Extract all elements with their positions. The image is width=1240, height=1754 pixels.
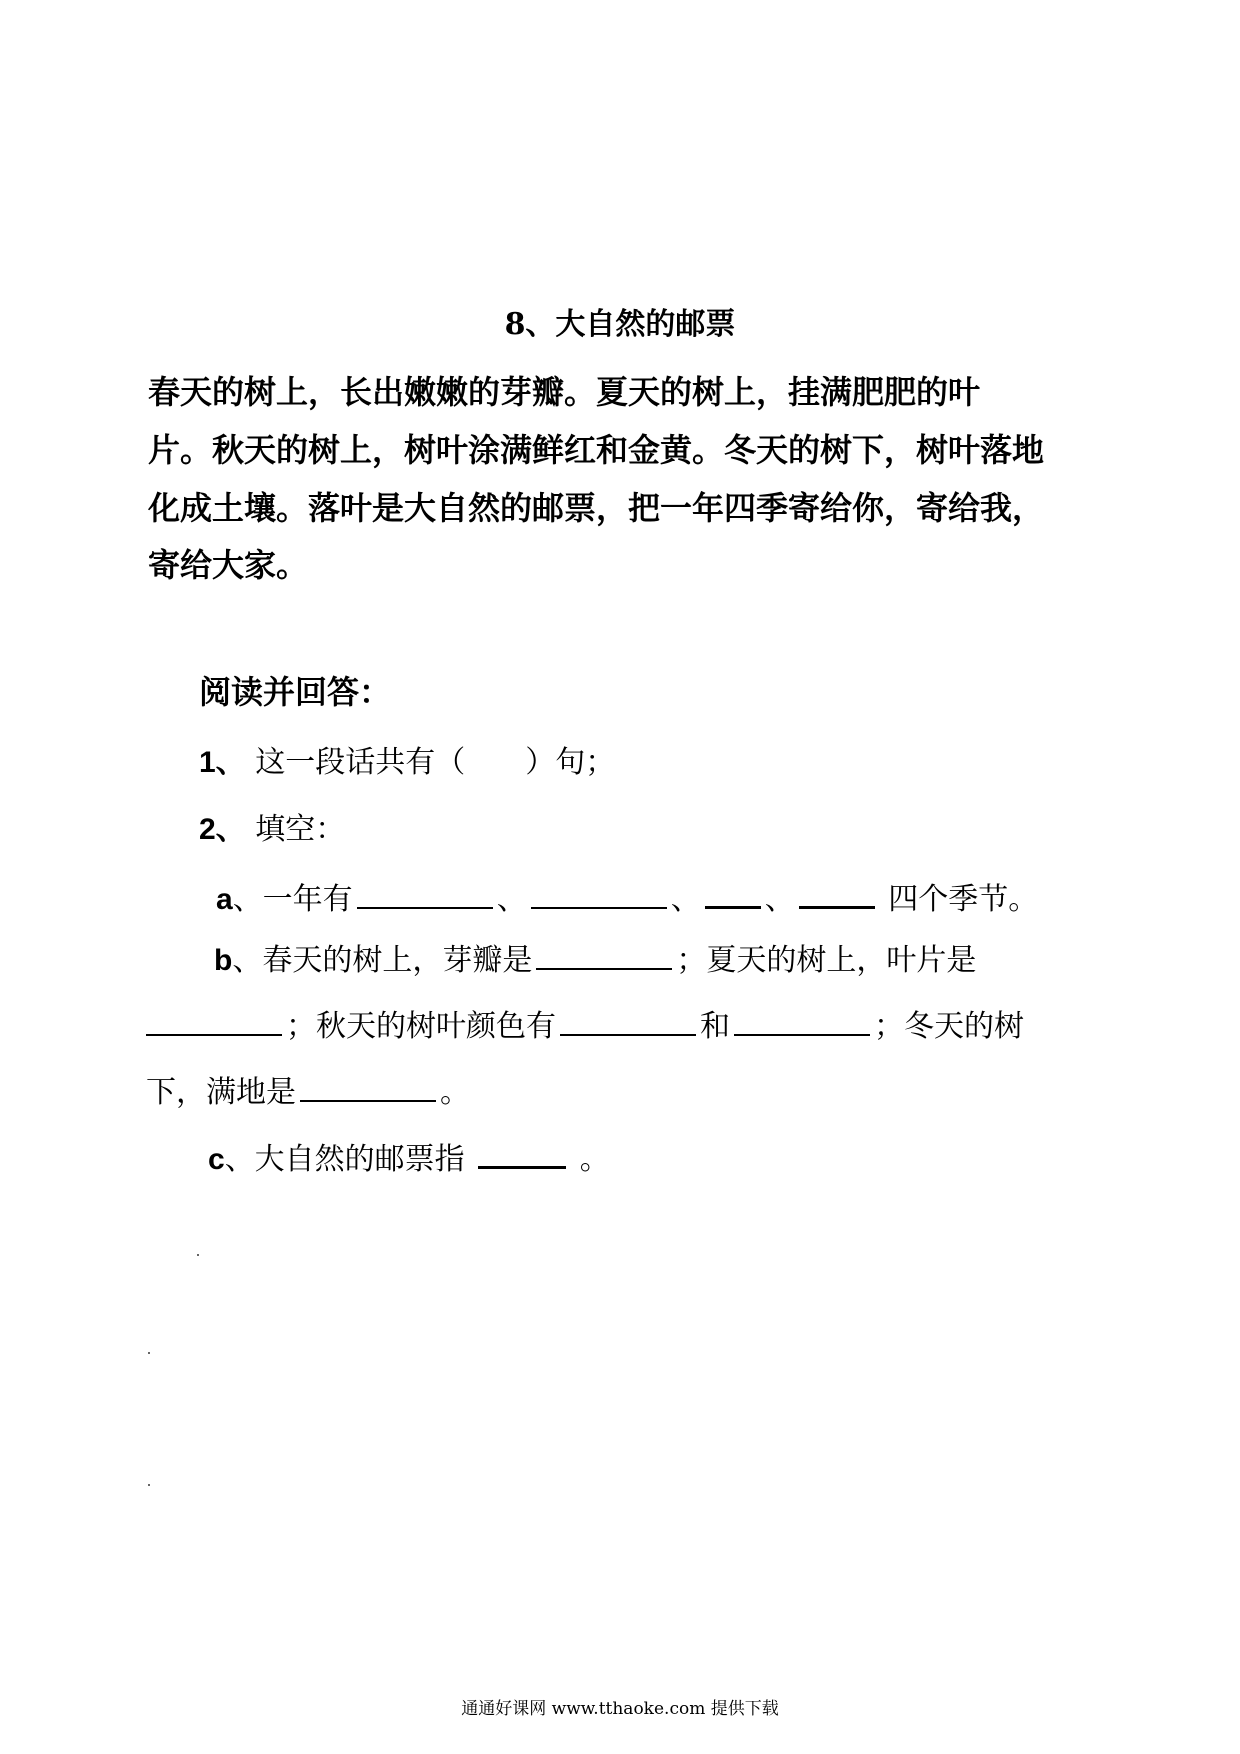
- nature-stamp-blank[interactable]: [478, 1136, 566, 1169]
- question-2c-label: c: [208, 1143, 225, 1176]
- question-2b-line-3: [146, 1070, 470, 1115]
- question-2c: [208, 1136, 610, 1182]
- summer-leaf-blank[interactable]: [146, 1004, 282, 1036]
- season-blank-2[interactable]: [531, 877, 667, 909]
- question-2c-text: 、大自然的邮票指: [224, 1142, 465, 1177]
- autumn-color-blank-1[interactable]: [560, 1004, 696, 1036]
- autumn-color-blank-2[interactable]: [734, 1004, 870, 1036]
- passage-line-1: 春天的树上，长出嫩嫩的芽瓣。夏天的树上，挂满肥肥的叶: [148, 373, 981, 411]
- footer-source: 通通好课网 www.tthaoke.com 提供下载: [461, 1699, 779, 1719]
- scan-speck: [148, 1352, 150, 1354]
- question-2-text: 填空：: [255, 812, 346, 847]
- questions-heading: 阅读并回答：: [199, 673, 392, 711]
- question-2b-part-2: ；夏天的树上，叶片是: [676, 943, 977, 978]
- scan-speck: [197, 1254, 199, 1256]
- question-2a-sep-1: 、: [496, 882, 527, 917]
- question-2a-text-start: 、一年有: [232, 882, 353, 917]
- question-2b-part-7: 。: [440, 1075, 470, 1110]
- season-blank-3[interactable]: [705, 876, 761, 909]
- question-2b-part-1: 、春天的树上，芽瓣是: [232, 943, 533, 978]
- question-2b-part-3: ；秋天的树叶颜色有: [286, 1009, 556, 1044]
- passage-line-4: 寄给大家。: [148, 546, 309, 584]
- question-2-number: 2、: [199, 813, 246, 846]
- question-2b-part-4: 和: [700, 1009, 730, 1044]
- question-2c-end: 。: [579, 1142, 610, 1177]
- question-2a: [216, 876, 1038, 922]
- question-1-number: 1、: [199, 746, 246, 779]
- passage-line-3: 化成土壤。落叶是大自然的邮票，把一年四季寄给你，寄给我，: [148, 489, 1045, 527]
- worksheet-title: 8、大自然的邮票: [504, 307, 736, 342]
- winter-ground-blank[interactable]: [300, 1070, 436, 1102]
- question-2a-text-end: 四个季节。: [888, 882, 1039, 917]
- question-2a-sep-3: 、: [764, 882, 795, 917]
- question-2b-label: b: [214, 944, 233, 977]
- question-2a-label: a: [216, 883, 233, 916]
- spring-bud-blank[interactable]: [536, 938, 672, 970]
- season-blank-4[interactable]: [799, 876, 875, 909]
- question-1: [199, 741, 615, 785]
- question-2b-line-1: [214, 938, 976, 983]
- question-2b-part-6: 下，满地是: [146, 1075, 296, 1110]
- passage-line-2: 片。秋天的树上，树叶涂满鲜红和金黄。冬天的树下，树叶落地: [148, 431, 1045, 469]
- scan-speck: [148, 1484, 150, 1486]
- question-2a-sep-2: 、: [670, 882, 701, 917]
- question-2: [199, 808, 345, 852]
- season-blank-1[interactable]: [357, 877, 493, 909]
- question-1-text-after: ）句；: [525, 745, 616, 780]
- question-2b-line-2: [146, 1004, 1024, 1049]
- question-1-text-before: 这一段话共有（: [255, 745, 466, 780]
- question-2b-part-5: ；冬天的树: [874, 1009, 1024, 1044]
